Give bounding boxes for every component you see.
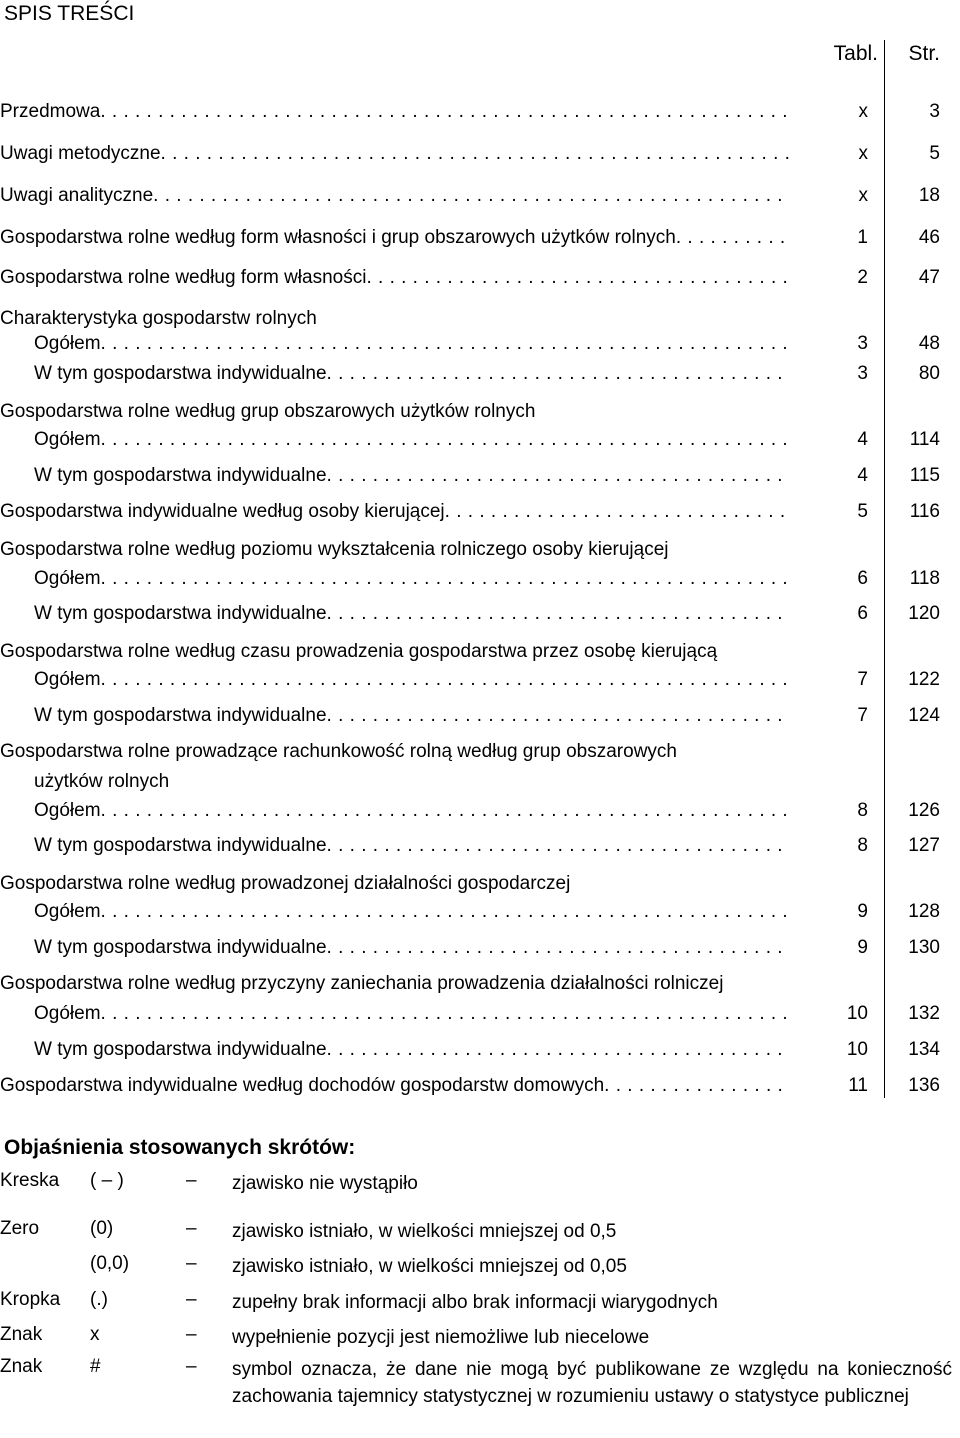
toc-entry-label: W tym gospodarstwa indywidualne bbox=[34, 705, 327, 726]
toc-entry-table-number: 11 bbox=[848, 1075, 868, 1096]
toc-entry[interactable] bbox=[0, 266, 960, 290]
abbreviation-symbol: (.) bbox=[90, 1289, 108, 1310]
abbreviation-symbol: x bbox=[90, 1324, 100, 1345]
toc-entry-page-number: 46 bbox=[918, 227, 940, 248]
toc-entry[interactable] bbox=[0, 332, 960, 356]
toc-entry-page-number: 5 bbox=[929, 143, 940, 164]
toc-entry-table-number: 7 bbox=[857, 669, 868, 690]
toc-entry[interactable] bbox=[0, 226, 960, 250]
abbreviation-term: Kreska bbox=[0, 1170, 60, 1191]
abbreviation-dash: – bbox=[186, 1289, 197, 1310]
abbreviation-symbol: (0,0) bbox=[90, 1253, 130, 1274]
toc-section-heading: Gospodarstwa rolne według poziomu wykształcenia rolniczego osoby kierującej bbox=[0, 539, 669, 560]
toc-section-heading: Gospodarstwa rolne według grup obszarowych użytków rolnych bbox=[0, 401, 536, 422]
toc-entry-page-number: 116 bbox=[909, 501, 940, 522]
toc-entry-table-number: 7 bbox=[857, 705, 868, 726]
toc-entry-page-number: 134 bbox=[908, 1039, 940, 1060]
toc-entry-label: Gospodarstwa rolne według form własności i grup obszarowych użytków rolnych bbox=[0, 227, 676, 248]
toc-entry-table-number: 9 bbox=[857, 937, 868, 958]
toc-entry-page-number: 124 bbox=[908, 705, 940, 726]
toc-entry-page-number: 3 bbox=[929, 101, 940, 122]
abbreviation-dash: – bbox=[186, 1218, 197, 1239]
toc-entry-label: Uwagi metodyczne bbox=[0, 143, 161, 164]
toc-entry-label: W tym gospodarstwa indywidualne bbox=[34, 603, 327, 624]
toc-entry-page-number: 120 bbox=[908, 603, 940, 624]
toc-entry[interactable] bbox=[0, 602, 960, 626]
toc-entry[interactable] bbox=[0, 704, 960, 728]
toc-entry[interactable] bbox=[0, 184, 960, 208]
toc-section-heading: użytków rolnych bbox=[34, 771, 170, 792]
toc-entry-page-number: 114 bbox=[909, 429, 940, 450]
toc-section-heading: Gospodarstwa rolne prowadzące rachunkowość rolną według grup obszarowych bbox=[0, 741, 677, 762]
toc-entry-label: Przedmowa bbox=[0, 101, 101, 122]
toc-entry-label: Ogółem bbox=[34, 669, 101, 690]
toc-entry[interactable] bbox=[0, 428, 960, 452]
toc-entry-table-number: 8 bbox=[857, 835, 868, 856]
toc-entry-label: W tym gospodarstwa indywidualne bbox=[34, 363, 327, 384]
abbreviation-term: Znak bbox=[0, 1324, 43, 1345]
toc-entry-label: W tym gospodarstwa indywidualne bbox=[34, 835, 327, 856]
abbreviation-symbol: (0) bbox=[90, 1218, 114, 1239]
toc-entry-page-number: 115 bbox=[909, 465, 940, 486]
toc-entry-label: W tym gospodarstwa indywidualne bbox=[34, 465, 327, 486]
abbreviation-description: symbol oznacza, że dane nie mogą być publikowane ze względu na konieczność zachowania tajemnicy statystycznej w rozumieniu ustawy o statystyce publicznej bbox=[232, 1359, 952, 1407]
toc-entry-page-number: 80 bbox=[918, 363, 940, 384]
toc-entry[interactable] bbox=[0, 100, 960, 124]
toc-entry-label: Ogółem bbox=[34, 1003, 101, 1024]
toc-entry-label: W tym gospodarstwa indywidualne bbox=[34, 1039, 327, 1060]
abbreviation-description: zupełny brak informacji albo brak informacji wiarygodnych bbox=[232, 1292, 718, 1313]
toc-entry-table-number: 6 bbox=[857, 603, 868, 624]
toc-entry-page-number: 136 bbox=[908, 1075, 940, 1096]
toc-section-heading: Gospodarstwa rolne według przyczyny zaniechania prowadzenia działalności rolniczej bbox=[0, 973, 724, 994]
toc-entry-table-number: 1 bbox=[857, 227, 868, 248]
toc-entry[interactable] bbox=[0, 834, 960, 858]
toc-entry-page-number: 127 bbox=[908, 835, 940, 856]
toc-entry-label: Ogółem bbox=[34, 568, 101, 589]
toc-entry[interactable] bbox=[0, 900, 960, 924]
column-header-tabl: Tabl. bbox=[833, 42, 878, 65]
abbreviation-dash: – bbox=[186, 1253, 197, 1274]
toc-entry[interactable] bbox=[0, 1074, 960, 1098]
toc-entry-table-number: 10 bbox=[846, 1039, 868, 1060]
toc-entry-label: Gospodarstwa rolne według form własności bbox=[0, 267, 367, 288]
toc-entry-page-number: 126 bbox=[908, 800, 940, 821]
toc-entry[interactable] bbox=[0, 799, 960, 823]
toc-entry-label: Ogółem bbox=[34, 333, 101, 354]
abbreviation-term: Zero bbox=[0, 1218, 40, 1239]
toc-entry-table-number: 4 bbox=[857, 465, 868, 486]
toc-entry[interactable] bbox=[0, 936, 960, 960]
toc-entry[interactable] bbox=[0, 362, 960, 386]
toc-entry-page-number: 132 bbox=[908, 1003, 940, 1024]
toc-entry-page-number: 128 bbox=[908, 901, 940, 922]
toc-entry-table-number: x bbox=[858, 185, 868, 206]
abbreviation-description: zjawisko istniało, w wielkości mniejszej od 0,05 bbox=[232, 1256, 627, 1277]
abbreviation-dash: – bbox=[186, 1170, 197, 1191]
abbreviation-term: Kropka bbox=[0, 1289, 61, 1310]
toc-entry-table-number: 5 bbox=[857, 501, 868, 522]
toc-entry-table-number: 10 bbox=[846, 1003, 868, 1024]
toc-entry[interactable] bbox=[0, 567, 960, 591]
abbreviations-title: Objaśnienia stosowanych skrótów: bbox=[4, 1136, 356, 1159]
toc-entry[interactable] bbox=[0, 668, 960, 692]
toc-entry-table-number: 2 bbox=[857, 267, 868, 288]
toc-entry-table-number: 4 bbox=[857, 429, 868, 450]
column-header-str: Str. bbox=[908, 42, 940, 65]
abbreviation-description: wypełnienie pozycji jest niemożliwe lub niecelowe bbox=[232, 1327, 650, 1348]
toc-entry-label: W tym gospodarstwa indywidualne bbox=[34, 937, 327, 958]
toc-entry-page-number: 118 bbox=[909, 568, 940, 589]
toc-entry-label: Ogółem bbox=[34, 800, 101, 821]
abbreviation-symbol: ( – ) bbox=[90, 1170, 124, 1191]
toc-entry[interactable] bbox=[0, 464, 960, 488]
abbreviation-symbol: # bbox=[90, 1356, 101, 1377]
toc-entry-label: Uwagi analityczne bbox=[0, 185, 154, 206]
toc-entry-page-number: 130 bbox=[908, 937, 940, 958]
abbreviation-description: zjawisko nie wystąpiło bbox=[232, 1173, 418, 1194]
toc-entry-label: Ogółem bbox=[34, 429, 101, 450]
toc-entry[interactable] bbox=[0, 1038, 960, 1062]
toc-entry-label: Ogółem bbox=[34, 901, 101, 922]
toc-entry-page-number: 47 bbox=[918, 267, 940, 288]
toc-entry[interactable] bbox=[0, 500, 960, 524]
toc-entry-table-number: x bbox=[858, 101, 868, 122]
toc-entry-page-number: 122 bbox=[908, 669, 940, 690]
abbreviation-dash: – bbox=[186, 1356, 197, 1377]
toc-entry[interactable] bbox=[0, 1002, 960, 1026]
toc-entry-table-number: x bbox=[858, 143, 868, 164]
abbreviation-description: zjawisko istniało, w wielkości mniejszej od 0,5 bbox=[232, 1221, 617, 1242]
toc-entry-label: Gospodarstwa indywidualne według dochodów gospodarstw domowych bbox=[0, 1075, 605, 1096]
abbreviation-term: Znak bbox=[0, 1356, 43, 1377]
toc-section-heading: Gospodarstwa rolne według prowadzonej działalności gospodarczej bbox=[0, 873, 571, 894]
toc-section-heading: Gospodarstwa rolne według czasu prowadzenia gospodarstwa przez osobę kierującą bbox=[0, 641, 718, 662]
page-title: SPIS TREŚCI bbox=[4, 2, 135, 25]
toc-entry-page-number: 18 bbox=[918, 185, 940, 206]
toc-entry-table-number: 9 bbox=[857, 901, 868, 922]
abbreviation-dash: – bbox=[186, 1324, 197, 1345]
toc-entry-table-number: 3 bbox=[857, 363, 868, 384]
toc-entry-table-number: 3 bbox=[857, 333, 868, 354]
toc-entry[interactable] bbox=[0, 142, 960, 166]
toc-entry-table-number: 8 bbox=[857, 800, 868, 821]
toc-entry-label: Gospodarstwa indywidualne według osoby kierującej bbox=[0, 501, 445, 522]
toc-section-heading: Charakterystyka gospodarstw rolnych bbox=[0, 308, 317, 329]
toc-entry-table-number: 6 bbox=[857, 568, 868, 589]
toc-entry-page-number: 48 bbox=[918, 333, 940, 354]
